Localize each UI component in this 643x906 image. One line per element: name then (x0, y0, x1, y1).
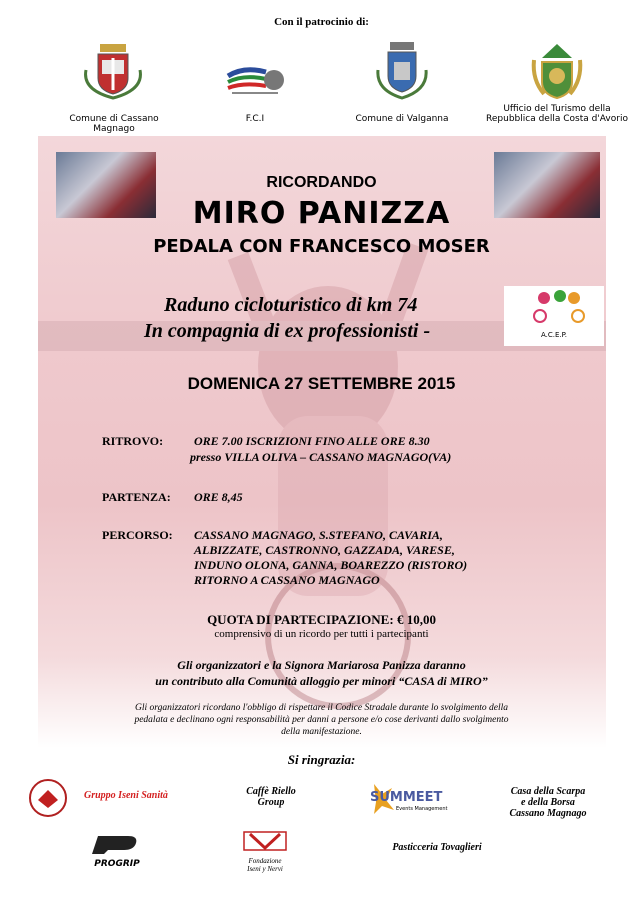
iseni-logo-icon (26, 778, 70, 818)
progrip-logo: PROGRIP (84, 834, 150, 864)
valganna-coat-of-arms-icon (372, 40, 442, 100)
percorso-line: CASSANO MAGNAGO, S.STEFANO, CAVARIA, (194, 528, 443, 542)
quota (0, 612, 643, 628)
ritrovo-line2: presso VILLA OLIVA – CASSANO MAGNAGO(VA) (190, 450, 452, 464)
progrip-p-icon (84, 834, 150, 854)
quota-label: QUOTA DI PARTECIPAZIONE: (207, 612, 394, 627)
patron-label-fci: F.C.I (245, 114, 265, 124)
ritrovo-line1: ORE 7.00 ISCRIZIONI FINO ALLE ORE 8.30 (194, 434, 430, 448)
sponsor-scarpa: Casa della Scarpa e della Borsa Cassano Magnago (509, 786, 587, 819)
disclaimer: Gli organizzatori ricordano l'obbligo di rispettare il Codice Stradale durante lo svolgimento della pedalata e declinano ogni responsabilità per danni a persone e/o cose derivanti dallo svolgimento della manifestazione. (134, 703, 509, 737)
donation-line2: un contributo alla Comunità alloggio per minori “CASA di MIRO” (155, 674, 488, 688)
subtitle: PEDALA CON FRANCESCO MOSER (153, 236, 490, 257)
quota-amount: € 10,00 (396, 612, 436, 627)
event-date: DOMENICA 27 SETTEMBRE 2015 (187, 374, 456, 393)
fondazione-icon (240, 830, 290, 852)
percorso-label: PERCORSO: (102, 528, 173, 542)
partenza-label: PARTENZA: (102, 490, 171, 504)
percorso-list (194, 528, 467, 588)
percorso-line: ALBIZZATE, CASTRONNO, GAZZADA, VARESE, (194, 543, 455, 557)
cyclists-icon (504, 286, 604, 326)
fondazione-logo: Fondazione Iseni y Nervi (240, 830, 290, 872)
acep-logo: A.C.E.P. (504, 286, 604, 346)
sponsor-pasticceria: Pasticceria Tovaglieri (392, 842, 482, 853)
sponsor-iseni: Gruppo Iseni Sanità (84, 790, 168, 801)
partenza-value: ORE 8,45 (194, 490, 243, 504)
event-line2: In compagnia di ex professionisti - (144, 320, 431, 342)
patron-label-valganna: Comune di Valganna (355, 114, 449, 124)
ritrovo-label: RITROVO: (102, 434, 164, 448)
kicker: RICORDANDO (266, 174, 377, 191)
sponsor-riello: Caffè Riello Group (246, 786, 296, 808)
percorso-line: INDUNO OLONA, GANNA, BOAREZZO (RISTORO) (194, 558, 468, 572)
event-line1: Raduno cicloturistico di km 74 (164, 294, 418, 316)
fci-logo-icon (222, 62, 288, 98)
patron-label-costa-avorio: Ufficio del Turismo della Repubblica della Costa d'Avorio (486, 104, 628, 124)
donation-line1: Gli organizzatori e la Signora Mariarosa Panizza daranno (177, 658, 466, 672)
cassano-coat-of-arms-icon (78, 40, 148, 100)
percorso-line: RITORNO A CASSANO MAGNAGO (194, 573, 380, 587)
thanks-title: Si ringrazia: (287, 752, 356, 767)
patronage-title: Con il patrocinio di: (274, 16, 369, 28)
summeet-logo: SUMMEET Events Management (368, 778, 448, 816)
page-title: MIRO PANIZZA (192, 196, 451, 231)
patron-label-cassano: Comune di Cassano Magnago (69, 114, 159, 134)
quota-note: comprensivo di un ricordo per tutti i partecipanti (214, 628, 429, 640)
costa-avorio-coat-of-arms-icon (524, 40, 594, 100)
